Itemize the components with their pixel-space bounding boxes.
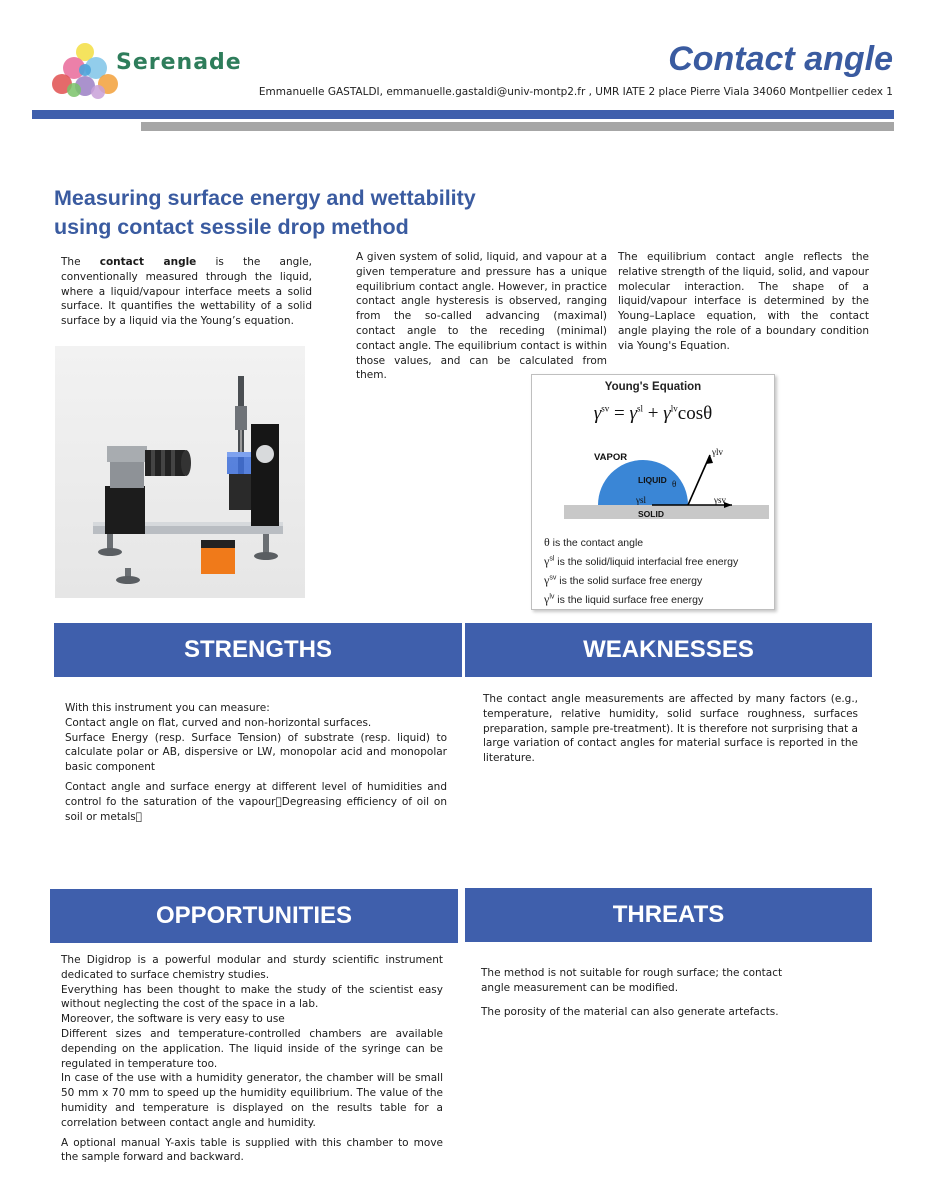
opportunities-line: In case of the use with a humidity generator, the chamber will be small 50 mm x 70 mm to speed up the humidity equilibrium. The value of the humidity and temperature is displayed on the results table for a correlation between contact angle and humidity. <box>61 1072 443 1129</box>
drop-diagram <box>532 435 774 535</box>
figure-equation: $\gamma^{sv} = \gamma^{sl} + \gamma^{lv}\cos\theta$ <box>593 403 713 424</box>
strengths-content <box>65 701 447 824</box>
intro-col1-bold: contact angle <box>99 256 197 268</box>
serenade-logo <box>50 40 250 102</box>
header-divider-blue <box>32 110 894 119</box>
strengths-banner: STRENGTHS <box>54 623 462 677</box>
threats-banner: THREATS <box>465 888 872 942</box>
logo-text: Serenade <box>116 50 242 75</box>
gamma-sv-label: γsv <box>714 495 726 505</box>
header-divider-grey <box>141 122 894 131</box>
strengths-line: Contact angle on flat, curved and non-horizontal surfaces. <box>65 716 372 729</box>
opportunities-banner: OPPORTUNITIES <box>50 889 458 943</box>
weaknesses-content: The contact angle measurements are affected by many factors (e.g., temperature, relative humidity, solid surface roughness, surfaces preparation, sample pre-treatment). It is therefore not surprising that a large variation of contact angles for material surface is reported in the literature. <box>483 693 858 765</box>
strengths-paragraph: Contact angle and surface energy at different level of humidities and control fo the saturation of the vapour Degreasing efficiency of oil on soil or metals  <box>65 780 447 823</box>
vapor-label: VAPOR <box>594 452 628 463</box>
liquid-label: LIQUID <box>638 475 667 485</box>
intro-col1-pre: The <box>61 256 100 268</box>
opportunities-line: The Digidrop is a powerful modular and sturdy scientific instrument dedicated to surface chemistry studies. <box>61 954 443 981</box>
gamma-sl-label: γsl <box>636 495 646 505</box>
solid-label: SOLID <box>638 509 664 519</box>
heading-line-2: using contact sessile drop method <box>54 215 409 239</box>
intro-col1-post: is the angle, conventionally measured through the liquid, where a liquid/vapour interface meets a solid surface. It quantifies the wettability of a solid surface by a liquid via the Young’s equation. <box>61 256 312 328</box>
theta-label: θ <box>672 479 677 489</box>
logo-circles-icon <box>50 40 120 102</box>
threats-paragraph: The method is not suitable for rough surface; the contact angle measurement can be modified. <box>481 967 783 994</box>
opportunities-paragraph: A optional manual Y-axis table is supplied with this chamber to move the sample forward and backward. <box>61 1136 443 1164</box>
legend-item-theta: θ is the contact angle <box>544 535 644 549</box>
instrument-photo <box>55 346 305 598</box>
threats-paragraph: The porosity of the material can also generate artefacts. <box>481 1005 779 1018</box>
intro-column-3: The equilibrium contact angle reflects the relative strength of the liquid, solid, and vapour molecular interaction. The shape of a liquid/vapour interface is determined by the Young–Laplace equation, with the contact angle playing the role of a boundary condition via Young's Equation. <box>618 251 869 352</box>
opportunities-line: Moreover, the software is very easy to use <box>61 1013 285 1026</box>
opportunities-line: Everything has been thought to make the study of the scientist easy without neglecting the cost of the space in a lab. <box>61 983 443 1011</box>
goniometer-illustration <box>55 346 305 598</box>
youngs-equation-figure <box>531 374 775 610</box>
threats-content <box>481 966 811 1019</box>
strengths-line: With this instrument you can measure: <box>65 702 270 714</box>
heading-line-1: Measuring surface energy and wettability <box>54 186 476 210</box>
legend-item-gamma-sl: $\gamma^{sl}$ is the solid/liquid interfacial free energy <box>544 554 739 568</box>
legend-item-gamma-lv: $\gamma^{lv}$ is the liquid surface free energy <box>544 592 704 606</box>
section-heading <box>54 184 476 242</box>
weaknesses-banner: WEAKNESSES <box>465 623 872 677</box>
gamma-lv-label: γlv <box>712 447 723 457</box>
page-title: Contact angle <box>668 40 893 78</box>
figure-title: Young's Equation <box>604 381 702 393</box>
opportunities-content <box>61 953 443 1165</box>
opportunities-line: Different sizes and temperature-controlled chambers are available depending on the application. The liquid inside of the syringe can be regulated in temperature too. <box>61 1027 443 1070</box>
legend-item-gamma-sv: $\gamma^{sv}$ is the solid surface free energy <box>544 573 703 587</box>
author-line: Emmanuelle GASTALDI, emmanuelle.gastaldi@univ-montp2.fr , UMR IATE 2 place Pierre Viala 34060 Montpellier cedex 1 <box>258 86 893 98</box>
intro-column-1 <box>61 255 312 329</box>
strengths-line: Surface Energy (resp. Surface Tension) of substrate (resp. liquid) to calculate polar or AB, dispersive or LW, monopolar acid and monopolar basic component <box>65 731 447 774</box>
intro-column-2: A given system of solid, liquid, and vapour at a given temperature and pressure has a unique equilibrium contact angle. However, in practice contact angle hysteresis is observed, ranging from the so-called advancing (maximal) contact angle to the receding (minimal) contact angle. The equilibrium contact is within those values, and can be calculated from them. <box>356 251 607 382</box>
